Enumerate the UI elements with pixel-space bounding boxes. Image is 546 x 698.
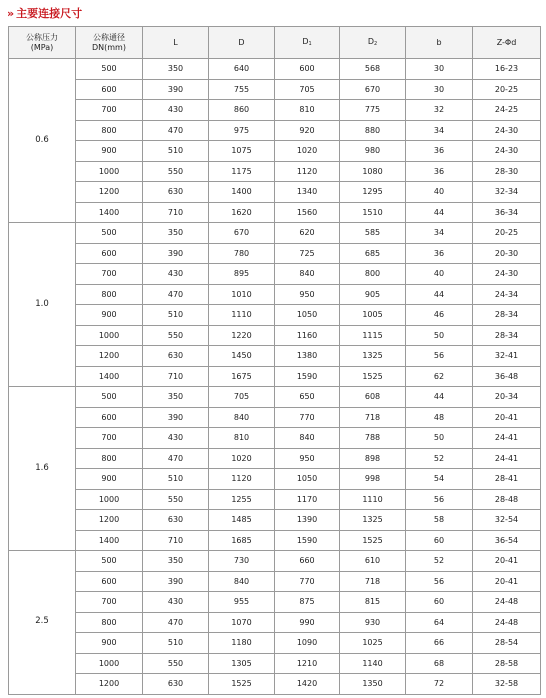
table-row: [9, 223, 541, 244]
l-cell: 710: [143, 366, 209, 387]
l-cell: 550: [143, 325, 209, 346]
z-cell: 20-34: [473, 387, 541, 408]
b-cell: 56: [406, 571, 473, 592]
d1-cell: 1160: [275, 325, 340, 346]
table-row: [9, 551, 541, 572]
b-cell: 44: [406, 202, 473, 223]
table-row: [9, 346, 541, 367]
header-dn-unit: DN(mm): [92, 42, 126, 52]
d2-cell: 718: [340, 571, 406, 592]
dn-cell: 600: [76, 571, 143, 592]
l-cell: 630: [143, 182, 209, 203]
d-cell: 1255: [209, 489, 275, 510]
z-cell: 20-30: [473, 243, 541, 264]
z-cell: 32-41: [473, 346, 541, 367]
d1-cell: 1420: [275, 674, 340, 695]
z-cell: 32-54: [473, 510, 541, 531]
dn-cell: 700: [76, 592, 143, 613]
dn-cell: 500: [76, 551, 143, 572]
z-cell: 32-58: [473, 674, 541, 695]
d1-cell: 725: [275, 243, 340, 264]
header-d2-sub: 2: [373, 41, 378, 48]
b-cell: 36: [406, 243, 473, 264]
dn-cell: 1200: [76, 346, 143, 367]
header-l: L: [143, 27, 209, 59]
b-cell: 60: [406, 592, 473, 613]
l-cell: 510: [143, 633, 209, 654]
table-row: [9, 202, 541, 223]
d-cell: 1675: [209, 366, 275, 387]
table-row: [9, 120, 541, 141]
d-cell: 1180: [209, 633, 275, 654]
table-row: [9, 387, 541, 408]
l-cell: 630: [143, 346, 209, 367]
d1-cell: 1020: [275, 141, 340, 162]
l-cell: 430: [143, 428, 209, 449]
dn-cell: 700: [76, 100, 143, 121]
b-cell: 52: [406, 448, 473, 469]
l-cell: 350: [143, 223, 209, 244]
b-cell: 66: [406, 633, 473, 654]
header-b: b: [406, 27, 473, 59]
b-cell: 58: [406, 510, 473, 531]
d-cell: 1075: [209, 141, 275, 162]
table-row: [9, 305, 541, 326]
header-pressure-unit: (MPa): [30, 42, 54, 52]
d2-cell: 1140: [340, 653, 406, 674]
z-cell: 20-41: [473, 551, 541, 572]
table-row: [9, 59, 541, 80]
l-cell: 390: [143, 407, 209, 428]
dn-cell: 800: [76, 120, 143, 141]
d2-cell: 585: [340, 223, 406, 244]
d-cell: 1685: [209, 530, 275, 551]
header-dn: [76, 27, 143, 59]
d2-cell: 980: [340, 141, 406, 162]
d-cell: 705: [209, 387, 275, 408]
table-row: [9, 182, 541, 203]
d-cell: 895: [209, 264, 275, 285]
header-d1: [275, 27, 340, 59]
dn-cell: 800: [76, 612, 143, 633]
b-cell: 72: [406, 674, 473, 695]
d1-cell: 1340: [275, 182, 340, 203]
table-body: [9, 59, 541, 695]
header-pressure: [9, 27, 76, 59]
l-cell: 470: [143, 120, 209, 141]
l-cell: 390: [143, 243, 209, 264]
l-cell: 710: [143, 530, 209, 551]
dimensions-table: [8, 26, 541, 695]
z-cell: 24-48: [473, 592, 541, 613]
d-cell: 1110: [209, 305, 275, 326]
d2-cell: 685: [340, 243, 406, 264]
dn-cell: 700: [76, 428, 143, 449]
section-title: [7, 5, 82, 21]
b-cell: 60: [406, 530, 473, 551]
d1-cell: 770: [275, 571, 340, 592]
d1-cell: 810: [275, 100, 340, 121]
b-cell: 44: [406, 284, 473, 305]
d1-cell: 650: [275, 387, 340, 408]
d2-cell: 880: [340, 120, 406, 141]
dn-cell: 1400: [76, 530, 143, 551]
table-row: [9, 428, 541, 449]
d1-cell: 1050: [275, 305, 340, 326]
header-dn-label: 公称通径: [93, 33, 125, 43]
b-cell: 40: [406, 264, 473, 285]
header-d2-label: D: [367, 37, 374, 47]
l-cell: 430: [143, 100, 209, 121]
d-cell: 1525: [209, 674, 275, 695]
d2-cell: 1525: [340, 530, 406, 551]
dn-cell: 900: [76, 633, 143, 654]
table-row: [9, 448, 541, 469]
b-cell: 30: [406, 79, 473, 100]
z-cell: 16-23: [473, 59, 541, 80]
table-row: [9, 530, 541, 551]
table-row: [9, 264, 541, 285]
table-row: [9, 79, 541, 100]
d-cell: 640: [209, 59, 275, 80]
table-row: [9, 161, 541, 182]
b-cell: 54: [406, 469, 473, 490]
z-cell: 28-41: [473, 469, 541, 490]
b-cell: 52: [406, 551, 473, 572]
dn-cell: 600: [76, 79, 143, 100]
z-cell: 24-30: [473, 120, 541, 141]
d-cell: 1400: [209, 182, 275, 203]
pressure-cell: 0.6: [9, 59, 76, 223]
z-cell: 24-41: [473, 428, 541, 449]
table-row: [9, 571, 541, 592]
table-row: [9, 592, 541, 613]
d-cell: 1220: [209, 325, 275, 346]
dn-cell: 1200: [76, 674, 143, 695]
b-cell: 40: [406, 182, 473, 203]
b-cell: 34: [406, 120, 473, 141]
z-cell: 20-25: [473, 223, 541, 244]
table-row: [9, 243, 541, 264]
d2-cell: 1080: [340, 161, 406, 182]
d2-cell: 1510: [340, 202, 406, 223]
d-cell: 1485: [209, 510, 275, 531]
z-cell: 28-54: [473, 633, 541, 654]
d2-cell: 1525: [340, 366, 406, 387]
table-row: [9, 325, 541, 346]
d1-cell: 990: [275, 612, 340, 633]
pressure-cell: 1.0: [9, 223, 76, 387]
pressure-cell: 1.6: [9, 387, 76, 551]
d-cell: 840: [209, 407, 275, 428]
l-cell: 390: [143, 79, 209, 100]
dn-cell: 600: [76, 407, 143, 428]
d-cell: 860: [209, 100, 275, 121]
d2-cell: 775: [340, 100, 406, 121]
header-d2: [340, 27, 406, 59]
l-cell: 630: [143, 510, 209, 531]
d2-cell: 1005: [340, 305, 406, 326]
d1-cell: 660: [275, 551, 340, 572]
pressure-cell: 2.5: [9, 551, 76, 695]
header-pressure-label: 公称压力: [26, 33, 58, 43]
l-cell: 470: [143, 612, 209, 633]
d-cell: 1070: [209, 612, 275, 633]
z-cell: 24-41: [473, 448, 541, 469]
dn-cell: 1000: [76, 653, 143, 674]
dn-cell: 600: [76, 243, 143, 264]
d2-cell: 815: [340, 592, 406, 613]
table-row: [9, 633, 541, 654]
d1-cell: 950: [275, 448, 340, 469]
b-cell: 68: [406, 653, 473, 674]
d-cell: 780: [209, 243, 275, 264]
z-cell: 24-30: [473, 141, 541, 162]
d1-cell: 920: [275, 120, 340, 141]
z-cell: 28-30: [473, 161, 541, 182]
d-cell: 1305: [209, 653, 275, 674]
l-cell: 430: [143, 264, 209, 285]
d2-cell: 1350: [340, 674, 406, 695]
d1-cell: 770: [275, 407, 340, 428]
d-cell: 955: [209, 592, 275, 613]
d2-cell: 800: [340, 264, 406, 285]
d2-cell: 1325: [340, 346, 406, 367]
b-cell: 44: [406, 387, 473, 408]
z-cell: 36-34: [473, 202, 541, 223]
l-cell: 630: [143, 674, 209, 695]
b-cell: 62: [406, 366, 473, 387]
table-row: [9, 674, 541, 695]
d-cell: 810: [209, 428, 275, 449]
double-chevron-icon: »: [7, 6, 13, 20]
dn-cell: 1000: [76, 161, 143, 182]
d-cell: 1450: [209, 346, 275, 367]
d2-cell: 1025: [340, 633, 406, 654]
z-cell: 24-34: [473, 284, 541, 305]
dn-cell: 1000: [76, 489, 143, 510]
l-cell: 710: [143, 202, 209, 223]
d2-cell: 610: [340, 551, 406, 572]
d-cell: 670: [209, 223, 275, 244]
b-cell: 36: [406, 141, 473, 162]
d2-cell: 905: [340, 284, 406, 305]
dn-cell: 500: [76, 223, 143, 244]
d1-cell: 840: [275, 264, 340, 285]
l-cell: 510: [143, 305, 209, 326]
z-cell: 20-41: [473, 407, 541, 428]
table-row: [9, 612, 541, 633]
dn-cell: 900: [76, 141, 143, 162]
d2-cell: 1115: [340, 325, 406, 346]
l-cell: 550: [143, 161, 209, 182]
b-cell: 34: [406, 223, 473, 244]
z-cell: 24-48: [473, 612, 541, 633]
d1-cell: 840: [275, 428, 340, 449]
table-row: [9, 510, 541, 531]
z-cell: 20-41: [473, 571, 541, 592]
table-row: [9, 407, 541, 428]
b-cell: 32: [406, 100, 473, 121]
d2-cell: 608: [340, 387, 406, 408]
d2-cell: 898: [340, 448, 406, 469]
header-d1-sub: 1: [308, 41, 312, 48]
z-cell: 28-34: [473, 305, 541, 326]
b-cell: 56: [406, 489, 473, 510]
d2-cell: 1295: [340, 182, 406, 203]
z-cell: 36-48: [473, 366, 541, 387]
l-cell: 390: [143, 571, 209, 592]
d2-cell: 788: [340, 428, 406, 449]
d-cell: 1175: [209, 161, 275, 182]
d1-cell: 950: [275, 284, 340, 305]
dn-cell: 500: [76, 387, 143, 408]
d1-cell: 1210: [275, 653, 340, 674]
b-cell: 48: [406, 407, 473, 428]
dn-cell: 1400: [76, 202, 143, 223]
section-title-text: 主要连接尺寸: [16, 7, 83, 20]
z-cell: 20-25: [473, 79, 541, 100]
table-row: [9, 100, 541, 121]
d-cell: 730: [209, 551, 275, 572]
d2-cell: 718: [340, 407, 406, 428]
b-cell: 56: [406, 346, 473, 367]
z-cell: 28-58: [473, 653, 541, 674]
d-cell: 1010: [209, 284, 275, 305]
table-row: [9, 284, 541, 305]
d1-cell: 1560: [275, 202, 340, 223]
header-d: D: [209, 27, 275, 59]
d2-cell: 1325: [340, 510, 406, 531]
d1-cell: 1380: [275, 346, 340, 367]
d1-cell: 600: [275, 59, 340, 80]
z-cell: 28-48: [473, 489, 541, 510]
dn-cell: 1000: [76, 325, 143, 346]
z-cell: 24-30: [473, 264, 541, 285]
table-row: [9, 469, 541, 490]
d-cell: 1620: [209, 202, 275, 223]
dn-cell: 900: [76, 305, 143, 326]
l-cell: 430: [143, 592, 209, 613]
b-cell: 50: [406, 428, 473, 449]
z-cell: 24-25: [473, 100, 541, 121]
l-cell: 350: [143, 551, 209, 572]
d1-cell: 620: [275, 223, 340, 244]
b-cell: 36: [406, 161, 473, 182]
dn-cell: 1400: [76, 366, 143, 387]
d1-cell: 1120: [275, 161, 340, 182]
b-cell: 30: [406, 59, 473, 80]
dn-cell: 800: [76, 284, 143, 305]
l-cell: 550: [143, 653, 209, 674]
b-cell: 64: [406, 612, 473, 633]
d2-cell: 1110: [340, 489, 406, 510]
l-cell: 470: [143, 448, 209, 469]
header-row: [9, 27, 541, 59]
table-row: [9, 366, 541, 387]
d2-cell: 670: [340, 79, 406, 100]
d1-cell: 1390: [275, 510, 340, 531]
l-cell: 550: [143, 489, 209, 510]
d-cell: 975: [209, 120, 275, 141]
b-cell: 50: [406, 325, 473, 346]
dn-cell: 900: [76, 469, 143, 490]
table-row: [9, 653, 541, 674]
l-cell: 510: [143, 141, 209, 162]
d1-cell: 1170: [275, 489, 340, 510]
header-d1-label: D: [302, 37, 309, 47]
header-z: Z-Φd: [473, 27, 541, 59]
l-cell: 510: [143, 469, 209, 490]
dn-cell: 1200: [76, 510, 143, 531]
dn-cell: 800: [76, 448, 143, 469]
l-cell: 350: [143, 387, 209, 408]
dn-cell: 500: [76, 59, 143, 80]
d2-cell: 998: [340, 469, 406, 490]
table-row: [9, 141, 541, 162]
l-cell: 350: [143, 59, 209, 80]
d1-cell: 1590: [275, 366, 340, 387]
b-cell: 46: [406, 305, 473, 326]
d-cell: 840: [209, 571, 275, 592]
z-cell: 36-54: [473, 530, 541, 551]
z-cell: 28-34: [473, 325, 541, 346]
d2-cell: 930: [340, 612, 406, 633]
d2-cell: 568: [340, 59, 406, 80]
z-cell: 32-34: [473, 182, 541, 203]
dn-cell: 1200: [76, 182, 143, 203]
d1-cell: 1590: [275, 530, 340, 551]
d-cell: 1120: [209, 469, 275, 490]
table-row: [9, 489, 541, 510]
d-cell: 755: [209, 79, 275, 100]
d1-cell: 1050: [275, 469, 340, 490]
d1-cell: 1090: [275, 633, 340, 654]
d-cell: 1020: [209, 448, 275, 469]
d1-cell: 875: [275, 592, 340, 613]
l-cell: 470: [143, 284, 209, 305]
d1-cell: 705: [275, 79, 340, 100]
dn-cell: 700: [76, 264, 143, 285]
